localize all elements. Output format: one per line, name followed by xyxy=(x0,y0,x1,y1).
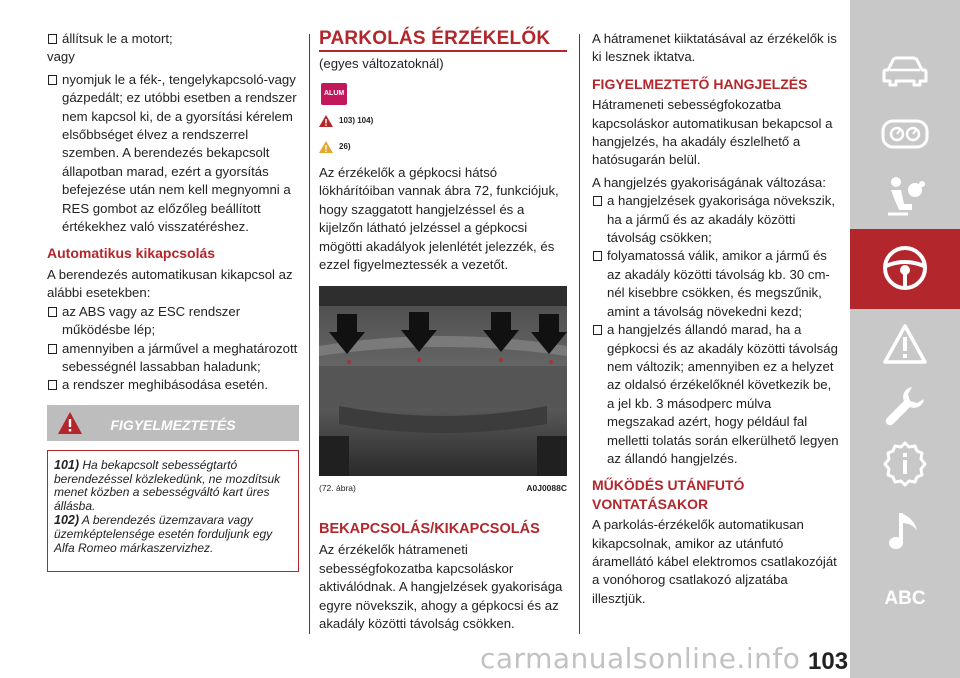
warning-icon[interactable] xyxy=(878,317,932,371)
list-item xyxy=(592,247,842,321)
column-2 xyxy=(319,30,567,637)
wrench-icon[interactable] xyxy=(878,379,932,433)
abc-label: ABC xyxy=(884,588,926,609)
paragraph: vagy xyxy=(47,49,75,65)
checkbox-bullet-icon xyxy=(48,380,57,390)
music-note-icon[interactable] xyxy=(878,505,932,559)
warning-text: A berendezés üzemzavara vagy üzemképtelensége esetén forduljunk egy Alfa Romeo márkaszervizhez. xyxy=(54,512,273,555)
info-icon[interactable] xyxy=(878,437,932,491)
warning-box xyxy=(47,450,299,572)
page-number: 103 xyxy=(808,648,849,675)
checkbox-bullet-icon xyxy=(48,34,57,44)
list-item xyxy=(47,71,299,237)
checkbox-bullet-icon xyxy=(593,196,602,206)
airbag-icon[interactable] xyxy=(878,170,932,224)
reference-row xyxy=(319,138,567,156)
section-heading: FIGYELMEZTETŐ HANGJELZÉS xyxy=(592,75,808,92)
paragraph: A parkolás-érzékelők automatikusan kikapcsolnak, amikor az utánfutó áramellátó kábel elektromos csatlakozóját a vonóhorog csatlakozó aljzatába illesztjük. xyxy=(592,517,837,606)
paragraph: Az érzékelők hátrameneti sebességfokozatba kapcsoláskor aktiválódnak. A hangjelzések gyakorisága egyre növekszik, ahogy a gépkocsi és az akadály közötti távolság csökken. xyxy=(319,542,563,631)
dashboard-icon[interactable] xyxy=(878,107,932,161)
paragraph: A hangjelzés gyakoriságának változása: xyxy=(592,174,826,190)
warning-title: FIGYELMEZTETÉS xyxy=(110,416,236,433)
section-heading: BEKAPCSOLÁS/KIKAPCSOLÁS xyxy=(319,520,540,537)
warning-triangle-icon xyxy=(319,115,333,127)
reference-text: 103) 104) xyxy=(339,116,374,126)
list-item xyxy=(47,303,299,340)
checkbox-bullet-icon xyxy=(48,344,57,354)
reference-row xyxy=(319,112,567,130)
list-item-text: folyamatossá válik, amikor a jármű és az akadály közötti távolság kb. 30 cm-nél kisebbre csökken, és megszűnik, amint a távolság növekedni kezd; xyxy=(607,248,830,319)
version-badge: ALUM xyxy=(321,83,347,105)
caution-triangle-icon xyxy=(319,141,333,153)
figure-code: A0J0088C xyxy=(526,483,567,494)
warning-number: 102) xyxy=(54,512,80,527)
section-heading: MŰKÖDÉS UTÁNFUTÓ VONTATÁSAKOR xyxy=(592,477,745,512)
checkbox-bullet-icon xyxy=(48,307,57,317)
list-item xyxy=(47,376,299,394)
subtitle: (egyes változatoknál) xyxy=(319,56,444,72)
steering-wheel-icon[interactable] xyxy=(878,241,932,295)
column-1 xyxy=(47,30,299,572)
abc-index-link[interactable] xyxy=(878,572,932,626)
column-3 xyxy=(592,30,842,612)
list-item-text: a hangjelzések gyakorisága növekszik, ha a jármű és az akadály közötti távolság csökken; xyxy=(607,193,835,246)
paragraph: Hátrameneti sebességfokozatba kapcsoláskor automatikusan bekapcsol a hangjelzés, ha akadály észlelhető a hatósugarán belül. xyxy=(592,97,833,168)
checkbox-bullet-icon xyxy=(48,75,57,85)
column-divider xyxy=(309,34,310,634)
list-item xyxy=(592,321,842,468)
rear-bumper-image xyxy=(319,286,567,476)
checkbox-bullet-icon xyxy=(593,325,602,335)
list-item-text: a hangjelzés állandó marad, ha a gépkocsi és az akadály közötti távolság nem változik; amennyiben ez a helyzet az oldalsó érzékelőknél következik be, a jel kb. 3 másodperc múlva megszakad azért, hogy például fal melletti tolatás során elkerülhető legyen az állandó hangjelzés. xyxy=(607,322,839,466)
paragraph: A hátramenet kiiktatásával az érzékelők is ki lesznek iktatva. xyxy=(592,31,837,65)
title-rule xyxy=(319,50,567,52)
chapter-sidebar xyxy=(850,0,960,678)
bumper-sensors-illustration xyxy=(319,286,567,476)
list-item xyxy=(592,192,842,247)
warning-header xyxy=(47,405,299,441)
page-title: PARKOLÁS ÉRZÉKELŐK xyxy=(319,28,551,49)
list-item-text: amennyiben a járművel a meghatározott sebességnél lassabban haladunk; xyxy=(62,340,298,374)
paragraph: A berendezés automatikusan kikapcsol az alábbi esetekben: xyxy=(47,266,293,301)
list-item-text: az ABS vagy az ESC rendszer működésbe lép; xyxy=(62,303,241,338)
column-divider xyxy=(579,34,580,634)
watermark: carmanualsonline.info xyxy=(480,642,801,675)
checkbox-bullet-icon xyxy=(593,251,602,261)
list-item xyxy=(47,340,299,377)
reference-text: 26) xyxy=(339,141,351,151)
list-item-text: nyomjuk le a fék-, tengelykapcsoló-vagy gázpedált; ez utóbbi esetben a rendszer nem kapcsol ki, de a gyorsítási kérelem elsőbbséget élvez a rendszerrel szemben. A berendezés bekapcsolt állapotban marad, ezért a gyorsítás befejezése után nem kell megnyomni a RES gombot az előzőleg beállított értékekhez való visszatéréshez. xyxy=(62,71,297,235)
section-heading: Automatikus kikapcsolás xyxy=(47,245,216,262)
paragraph: Az érzékelők a gépkocsi hátsó lökhárítóiban vannak ábra 72, funkciójuk, hogy szaggatott hangjelzéssel és a kijelzőn látható jelzéssel a gépkocsi mögötti akadályok jelenlétét jelezzék, és ezzel figyelmeztessék a vezetőt. xyxy=(319,165,559,273)
warning-text: Ha bekapcsolt sebességtartó berendezéssel közlekedünk, ne mozdítsuk menet közben a sebességváltó kart üres állásba. xyxy=(54,457,281,514)
figure-caption xyxy=(319,479,567,497)
figure-label: (72. ábra) xyxy=(319,483,356,494)
warning-number: 101) xyxy=(54,457,80,472)
list-item-text: a rendszer meghibásodása esetén. xyxy=(62,377,269,393)
list-item-text: állítsuk le a motort; xyxy=(62,31,173,46)
list-item xyxy=(47,30,299,48)
car-icon[interactable] xyxy=(878,44,932,98)
